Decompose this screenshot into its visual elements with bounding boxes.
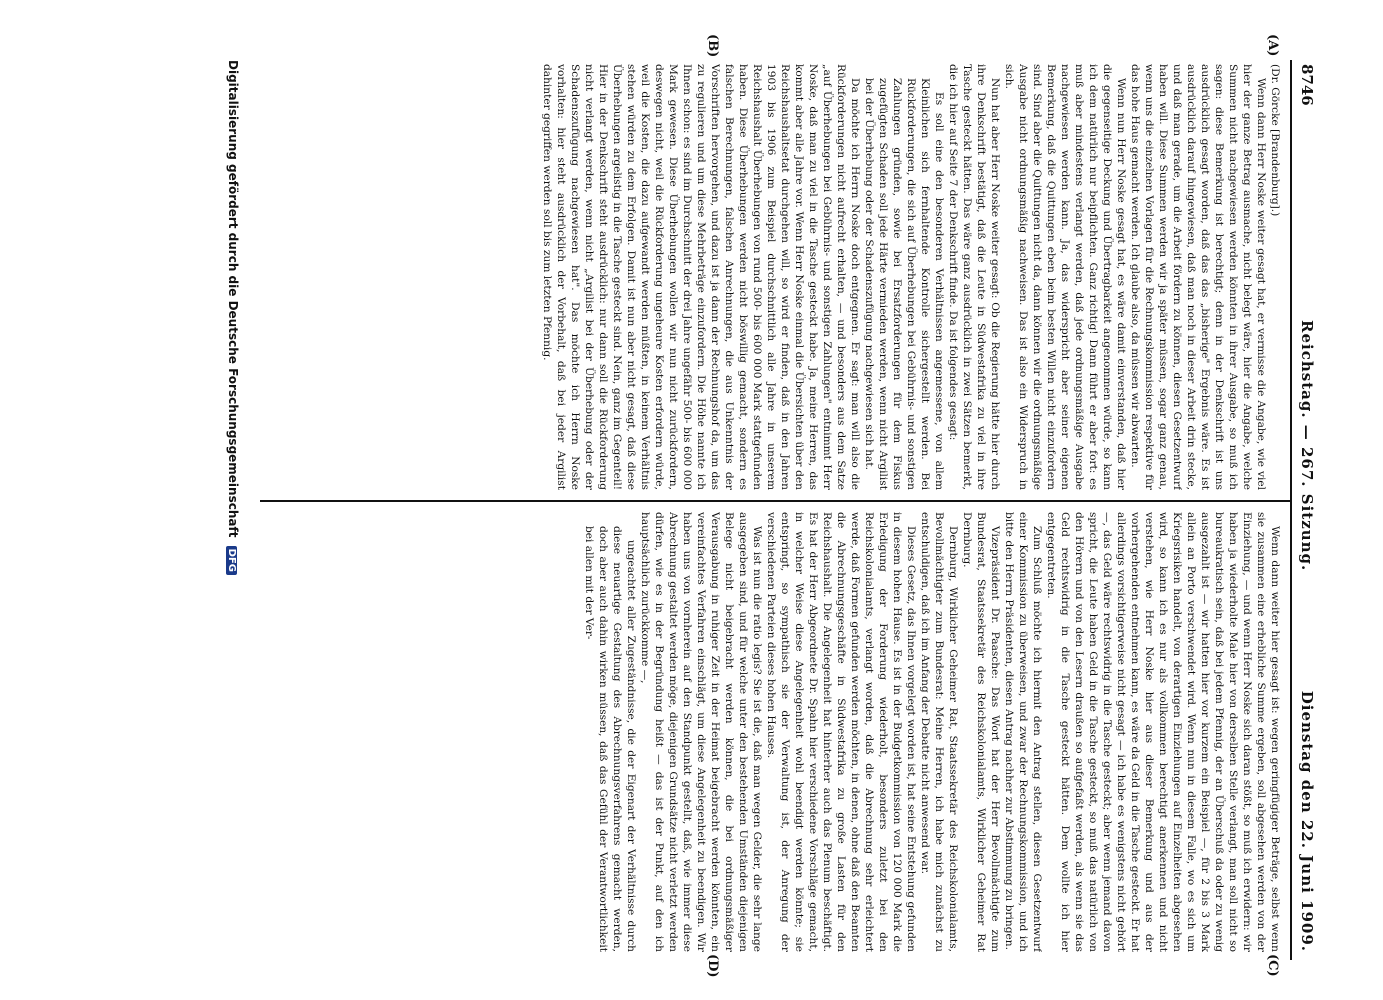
page-header <box>1294 60 1320 960</box>
margin-letter-a: (A) <box>1265 34 1280 57</box>
paragraph: Wenn dann Herr Noske weiter gesagt hat, er vermisse die Angabe, wie viel hier der ganze Betrag ausmache, nicht belegt wäre, hier die Angabe, welche Summen nicht nachgewiesen werden könnten in ihrer Ausgabe, so muß ich sagen: diese Bemerkung ist berechtigt; denn in der Denkschrift ist uns ausdrücklich gesagt worden, daß das das „bisherige" Ergebnis wäre. Es ist ausdrücklich darauf hingewiesen, daß man noch in dieser Arbeit drin stecke, und daß man gerade, um die Arbeit fördern zu können, diesen Gesetzentwurf haben will. Diese Summen werden wir ja später müssen, sogar ganz genau, wenn uns die einzelnen Vorlagen für die Rechnungskommission respektive für das hohe Haus gemacht werden. Ich glaube also, da müssen wir abwarten. <box>1129 64 1267 490</box>
right-column <box>262 512 1282 952</box>
paragraph: Zum Schluß möchte ich hiermit den Antrag stellen, diesen Gesetzentwurf einer Kommission zu überweisen, und zwar der Rechnungskommission, und ich bitte den Herrn Präsidenten, diesen Antrag nachher zur Abstimmung zu bringen. <box>1003 512 1043 952</box>
page-number: 8746 <box>1298 64 1316 106</box>
speaker-reference: (Dr. Görcke [Brandenburg].) <box>1269 64 1281 217</box>
quoted-paragraph: Es soll eine den besonderen Verhältnissen angemessene, von allem Kleinlichen sich fernhaltende Kontrolle sichergestellt werden. Bei Rückforderungen, die sich auf Überhebungen bei Gebührnis- und sonstigen Zahlungen gründen, sowie bei Ersatzforderungen für dem Fiskus zugefügten Schaden soll jede Härte vermieden werden, wenn nicht Argilist bei der Überhebung oder der Schadenszufügung nachgewiesen sich hat. <box>863 78 945 490</box>
paragraph: Vizepräsident Dr. Paasche: Das Wort hat der Herr Bevollmächtigte zum Bundesrat, Staatssekretär des Reichskolonialamts, Wirklicher Geheimer Rat Dernburg. <box>961 512 1001 952</box>
paragraph: Dieses Gesetz, das Ihnen vorgelegt worden ist, hat seine Entstehung gefunden in diesem hohen Hause. Es ist in der Budgetkommission von 120 000 Mark die Erledigung der Forderung wiederholt, besonders zuletzt bei den Reichskolonialamts, verlangt worden, daß die Abrechnung sehr erleichtert werde, daß Formen gefunden werden möchten, in denen, ohne daß den Beamten die Abrechnungsgeschäfte in Südwestafrika zu große Lasten für den Reichshaushalt. Die Angelegenheit hat hinterher auch das Plenum beschäftigt. Es hat der Herr Abgeordnete Dr. Spahn hier verschiedene Vorschläge gemacht, in welcher Weise diese Angelegenheit wohl beendigt werden könnte; sie entspringt, so sympathisch sie der Verwaltung ist, der Anregung der verschiedenen Parteien dieses hohen Hauses. <box>765 512 917 952</box>
left-column <box>262 64 1282 490</box>
footer <box>226 60 240 960</box>
column-divider <box>260 500 1290 502</box>
margin-letter-d: (D) <box>705 954 720 978</box>
paragraph: Dernburg, Wirklicher Geheimer Rat, Staatssekretär des Reichskolonialamts, Bevollmächtigter zum Bundesrat: Meine Herren, ich habe mich zunächst zu entschuldigen, daß ich im Anfang der Debatte nicht anwesend war. <box>919 512 959 952</box>
margin-letter-b: (B) <box>705 34 720 58</box>
paragraph: Wenn nun Herr Noske gesagt hat, es wäre damit einverstanden, daß hier die gegenseitige Deckung und Übertragbarkeit angenommen würde, so kann ich dem natürlich nur beipflichten. Ganz richtig! Dann führt er aber fort: es muß aber mindestens verlangt werden, daß jede ordnungsmäßige Ausgabe nachgewiesen werden kann. Ja, das widerspricht aber seiner eigenen Bemerkung, daß die Quittungen eben beim besten Willen nicht einzufordern sind. Sind aber die Quittungen nicht da, dann können wir die ordnungsmäßige Ausgabe nicht ordnungsmäßig nachweisen. Das ist also ein Widerspruch in sich. <box>1003 64 1127 490</box>
document-page <box>80 34 1320 978</box>
dfg-logo: DFG <box>226 546 237 575</box>
paragraph: Da möchte ich Herrn Noske doch entgegnen. Er sagt: man will also die Rückforderungen nicht aufrecht erhalten, — und besonders aus dem Satze „auf Überhebungen bei Gebührnis- und sonstigen Zahlungen" entnimmt Herr Noske, daß man zu viel in die Tasche gesteckt habe. Ja, meine Herren, das kommt aber alle Jahre vor. Wenn Herr Noske einmal die Übersichten über den Reichshaushaltsetat durchgehen will, so wird er finden, daß in den Jahren 1903 bis 1906 zum Beispiel durchschnittlich alle Jahre in unserem Reichshaushalt Überhebungen von rund 500- bis 600 000 Mark stattgefunden haben. Diese Überhebungen werden nicht böswillig gemacht, sondern es falschen Berechnungen, falschen Anrechnungen, die aus Unkenntnis der Vorschriften hervorgehen, und dazu ist ja dann der Rechnungshof da, um das zu regulieren und um diese Mehrbeträge einzufordern. Die Höhe nannte ich Ihnen schon: es sind im Durchschnitt der drei Jahre ungefähr 500- bis 600 000 Mark gewesen. Diese Überhebungen wollen wir nun nicht zurückfordern, deswegen nicht, weil die Rückforderung ungeheure Kosten erfordern würde, weil die Kosten, die dazu aufgewandt werden müßten, in keinem Verhältnis stehen würden zu dem Erfolgen. Damit ist nun aber nicht gesagt, daß diese Überhebungen argelistig in die Tasche gesteckt sind. Nein, ganz im Gegenteil! Hier in der Denkschrift steht ausdrücklich: nur dann soll die Rückforderung nicht verlangt werden, wenn nicht „Argilist bei der Überhebung oder der Schadenszufügung nachgewiesen hat". Das möchte ich Herrn Noske vorhalten: hier steht ausdrücklich der Vorbehalt, daß bei jeder Argilist dahinter gegriffen werden soll bis zum letzten Pfennig. <box>541 64 861 490</box>
margin-letter-c: (C) <box>1265 954 1280 977</box>
paragraph: Was ist nun die ratio legis? Sie ist die, daß man wegen Gelder, die sehr lange ausgegeben sind, und für welche unter den bestehenden Umständen diejenigen Belege nicht beigebracht werden können, die bei ordnungsmäßiger Verausgabung in ruhiger Zeit in der Heimat beigebracht werden könnten, ein vereinfachtes Verfahren einschlägt, um diese Angelegenheit zu beendigen. Wir haben uns von vornherein auf den Standpunkt gestellt, daß, wie immer diese Abrechnung gestaltet werden möge, diejenigen Grundsätze nicht verletzt werden dürfen, wie es in der Begründung heißt — das ist der Punkt, auf den ich hauptsächlich zurückkomme —, <box>639 512 763 952</box>
paragraph: Nun hat aber Herr Noske weiter gesagt: Ob die Regierung hätte hier durch ihre Denkschrift bestätigt, daß die Leute in Südwestafrika zu viel in ihre Tasche gesteckt hätten. Das wäre ganz ausdrücklich in zwei Sätzen bemerkt, die ich hier auf Seite 7 der Denkschrift finde. Da ist folgendes gesagt: <box>947 64 1001 490</box>
header-rule <box>1290 60 1292 960</box>
funding-note: Digitalisierung gefördert durch die Deutsche Forschungsgemeinschaft <box>226 60 240 538</box>
session-title: Reichstag. — 267. Sitzung. <box>1298 320 1316 572</box>
paragraph: Wenn dann weiter hier gesagt ist: wegen geringfügiger Beträge, selbst wenn sie zusammen eine erhebliche Summe ergeben, soll abgesehen werden von der Einziehung, — und wenn Herr Noske sich daran stößt, so muß ich erwidern: wir haben ja wiederholte Male hier von derselben Stelle verlangt, man soll nicht so bureaukratisch sein, daß bei jedem Pfennig, der an Überschuß da oder zu wenig ausgezahlt ist — wir hatten hier vor kurzem ein Beispiel —, für 2 bis 3 Mark allein an Porto verschwendet wird. Wenn nun in diesem Falle, wo es sich um Kriegsrisiken handelt, von derartigen Einziehungen auf Einzelheiten abgesehen wird, so kann ich es nur als vollkommen berechtigt anerkennen und nicht verstehen, wie Herr Noske hier aus dieser Bemerkung und aus der vorhergehenden entnehmen kann, es wäre da Geld in die Tasche gesteckt. Er hat allerdings vorsichtigerweise nicht gesagt — ich habe es wenigstens nicht gehört —, das Geld wäre rechtswidrig in die Tasche gesteckt; aber wenn jemand davon spricht, die Leute haben Geld in die Tasche gesteckt, so muß das natürlich von den Hörern und von den Lesern draußen so aufgefaßt werden, als wenn sie das Geld rechtswidrig in die Tasche gesteckt hätten. Dem wollte ich hier entgegentreten. <box>1045 512 1281 952</box>
quoted-paragraph: ungeachtet aller Zugeständnisse, die der Eigenart der Verhältnisse durch diese neuartige Gestaltung des Abrechnungsverfahrens gemacht werden, doch aber auch dahin wirken müssen, daß das Gefühl der Verantwortlichkeit bei allen mit der Ver- <box>583 526 637 952</box>
session-date: Dienstag den 22. Juni 1909. <box>1298 690 1316 952</box>
